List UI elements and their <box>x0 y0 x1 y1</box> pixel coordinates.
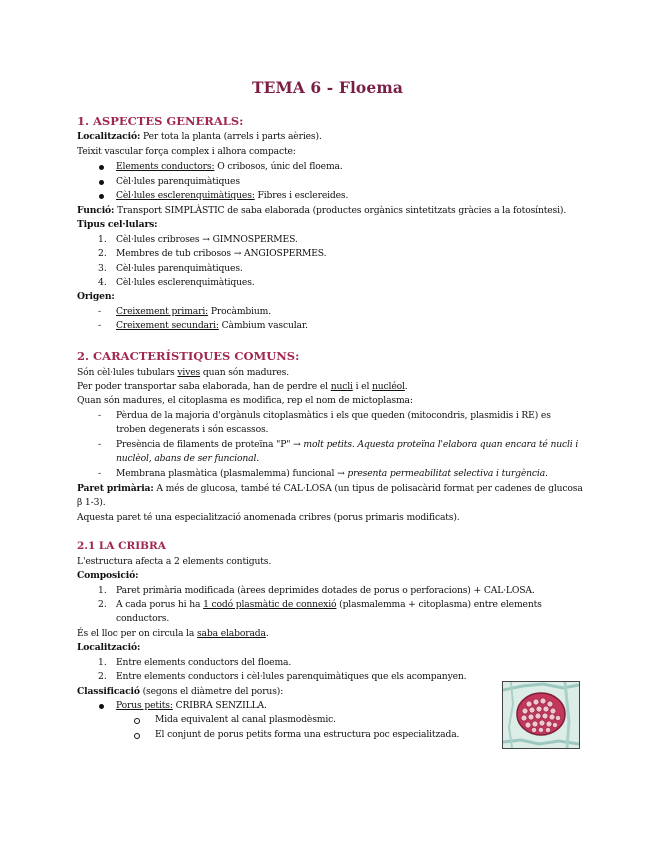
creixement-secundari-text: Càmbium vascular. <box>218 320 308 331</box>
origen-label: Origen: <box>77 291 115 302</box>
creixement-primari-term: Creixement primari: <box>116 306 209 317</box>
tipus-label: Tipus cel·lulars: <box>77 219 158 230</box>
saba-line <box>77 627 269 641</box>
tipus-item-3: Cèl·lules parenquimàtiques. <box>116 263 243 274</box>
localitzacio-text: Per tota la planta (arrels i parts aèries). <box>140 131 322 142</box>
codo-a: A cada porus hi ha <box>116 599 204 610</box>
bullet-dot <box>99 194 104 199</box>
page-title: TEMA 6 - Floema <box>252 78 403 97</box>
elements-conductors-term: Elements conductors: <box>116 161 215 172</box>
saba-b: . <box>265 628 269 639</box>
composicio-item-2-cont: conductors. <box>116 613 170 624</box>
s2-l1-a: Són cèl·lules tubulars <box>77 367 178 378</box>
funcio-label: Funció: <box>77 205 115 216</box>
localitzacio-line <box>77 130 322 144</box>
dash-marker: - <box>98 468 102 479</box>
dash-marker: - <box>98 410 102 421</box>
paret-primaria-line-2: β 1-3). <box>77 497 106 508</box>
s2-line-3: Quan són madures, el citoplasma es modifica, rep el nom de mictoplasma: <box>77 395 413 406</box>
bullet-dot <box>99 704 104 709</box>
s2-l2-b: i el <box>352 381 373 392</box>
mictoplasma-item-1a: Pèrdua de la majoria d'orgànuls citoplasmàtics i els que queden (mitocondris, plasmidis i RE) es <box>116 410 551 421</box>
saba-term: saba elaborada <box>196 628 266 639</box>
bullet-esclerenquimatiques <box>116 189 348 203</box>
membrana-italic: presenta permeabilitat selectiva i turgència. <box>347 468 548 479</box>
proteina-p-italic: molt petits. Aquesta proteïna l'elabora quan encara té nucli i <box>303 439 579 450</box>
paret-primaria-label: Paret primària: <box>77 483 154 494</box>
esclerenquimatiques-text: Fibres i esclereides. <box>254 190 349 201</box>
tipus-item-1: Cèl·lules cribroses → GIMNOSPERMES. <box>116 234 298 245</box>
section-2-heading: 2. CARACTERÍSTIQUES COMUNS: <box>77 349 300 363</box>
bullet-parenquimatiques: Cèl·lules parenquimàtiques <box>116 176 240 187</box>
sieve-plate-micrograph <box>502 681 580 749</box>
dash-marker: - <box>98 439 102 450</box>
list-number: 2. <box>98 248 107 259</box>
cribres-line: Aquesta paret té una especialització anomenada cribres (porus primaris modificats). <box>77 512 460 523</box>
membrana-text: Membrana plasmàtica (plasmalemma) funcional → <box>116 468 348 479</box>
sub-bullet-circle <box>134 718 140 724</box>
section-1-heading: 1. ASPECTES GENERALS: <box>77 114 244 128</box>
porus-petits-text: CRIBRA SENZILLA. <box>172 700 267 711</box>
classificacio-label: Classificació <box>77 686 140 697</box>
dash-marker: - <box>98 306 102 317</box>
cribra-line-1: L'estructura afecta a 2 elements contiguts. <box>77 556 272 567</box>
mictoplasma-item-1b: troben degenerats i són escassos. <box>116 424 269 435</box>
esclerenquimatiques-term: Cèl·lules esclerenquimàtiques: <box>116 190 255 201</box>
dash-marker: - <box>98 320 102 331</box>
localitzacio-label: Localització: <box>77 131 141 142</box>
codo-term: 1 codó plasmàtic de connexió <box>203 599 337 610</box>
mictoplasma-item-2b: nuclèol, abans de ser funcional. <box>116 453 260 464</box>
porus-petits-term: Porus petits: <box>116 700 173 711</box>
creixement-primari-text: Procàmbium. <box>208 306 272 317</box>
list-number: 1. <box>98 657 107 668</box>
teixit-line: Teixit vascular força complex i alhora compacte: <box>77 146 296 157</box>
list-number: 3. <box>98 263 107 274</box>
sub-bullet-circle <box>134 733 140 739</box>
list-number: 4. <box>98 277 107 288</box>
composicio-label: Composició: <box>77 570 139 581</box>
classificacio-line <box>77 685 283 699</box>
s2-l1-b: quan són madures. <box>200 367 289 378</box>
micrograph-image <box>503 682 579 748</box>
localitzacio-item-1: Entre elements conductors del floema. <box>116 657 292 668</box>
list-number: 2. <box>98 671 107 682</box>
section-2-1-heading: 2.1 LA CRIBRA <box>77 540 166 552</box>
porus-petits-item <box>116 699 267 713</box>
funcio-line <box>77 204 566 218</box>
composicio-item-2 <box>116 598 542 612</box>
nucleol-term: nucléol <box>372 381 405 392</box>
origen-item-1 <box>116 305 271 319</box>
localitzacio-item-2: Entre elements conductors i cèl·lules parenquimàtiques que els acompanyen. <box>116 671 467 682</box>
porus-sub-item-2: El conjunt de porus petits forma una estructura poc especialitzada. <box>155 729 460 740</box>
list-number: 1. <box>98 585 107 596</box>
s2-line-1 <box>77 366 289 380</box>
origen-item-2 <box>116 319 308 333</box>
s2-l2-c: . <box>404 381 408 392</box>
tipus-item-2: Membres de tub cribosos → ANGIOSPERMES. <box>116 248 327 259</box>
composicio-item-1: Paret primària modificada (àrees deprimides dotades de porus o perforacions) + CAL·LOSA. <box>116 585 535 596</box>
saba-a: És el lloc per on circula la <box>77 628 197 639</box>
bullet-dot <box>99 165 104 170</box>
classificacio-text: (segons el diàmetre del porus): <box>139 686 284 697</box>
funcio-text: Transport SIMPLÀSTIC de saba elaborada (productes orgànics sintetitzats gràcies a la fotosíntesi). <box>114 205 567 216</box>
localitzacio-cribra-label: Localització: <box>77 642 141 653</box>
paret-primaria-text: A més de glucosa, també té CAL·LOSA (un tipus de polisacàrid format per cadenes de glucosa <box>153 483 583 494</box>
s2-line-2 <box>77 380 408 394</box>
bullet-dot <box>99 180 104 185</box>
list-number: 2. <box>98 599 107 610</box>
vives-term: vives <box>177 367 201 378</box>
mictoplasma-item-3 <box>116 467 548 481</box>
s2-l2-a: Per poder transportar saba elaborada, han de perdre el <box>77 381 331 392</box>
nucli-term: nucli <box>330 381 353 392</box>
tipus-item-4: Cèl·lules esclerenquimàtiques. <box>116 277 255 288</box>
porus-sub-item-1: Mida equivalent al canal plasmodèsmic. <box>155 714 336 725</box>
list-number: 1. <box>98 234 107 245</box>
elements-conductors-text: O cribosos, únic del floema. <box>214 161 343 172</box>
bullet-elements-conductors <box>116 160 343 174</box>
codo-b: (plasmalemma + citoplasma) entre elements <box>336 599 542 610</box>
proteina-p-text: Presència de filaments de proteïna "P" → <box>116 439 304 450</box>
creixement-secundari-term: Creixement secundari: <box>116 320 219 331</box>
paret-primaria-line <box>77 482 583 496</box>
mictoplasma-item-2a <box>116 438 578 452</box>
